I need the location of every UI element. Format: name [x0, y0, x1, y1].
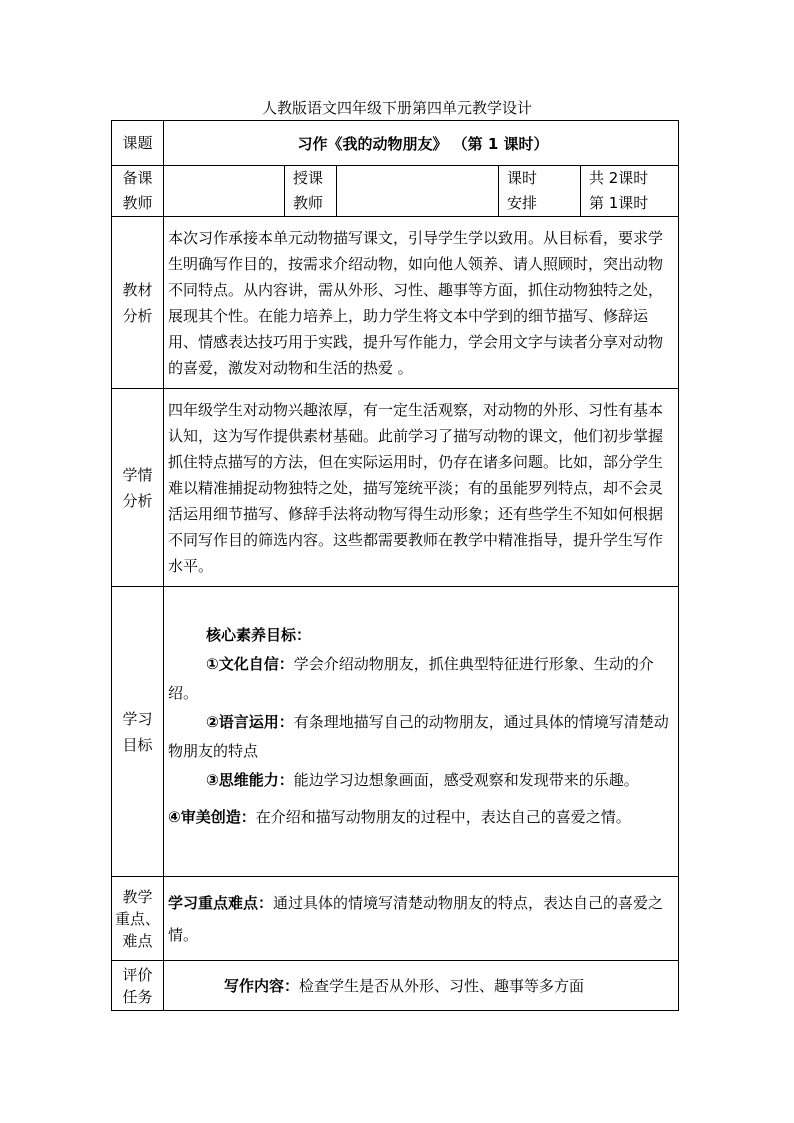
schedule-value: 共 2课时 第 1课时: [581, 166, 679, 217]
row-evaluation: [112, 961, 679, 1011]
key-points-content: 学习重点难点：通过具体的情境写清楚动物朋友的特点，表达自己的喜爱之情。: [164, 877, 679, 961]
row-key-points: [112, 877, 679, 961]
learning-goals-label: 学习 目标: [112, 587, 164, 877]
row-material-analysis: [112, 217, 679, 389]
prep-teacher-value: [164, 166, 285, 217]
goal-language: ②语言运用：有条理地描写自己的动物朋友，通过具体的情境写清楚动物朋友的特点: [168, 712, 669, 760]
goal-culture: ①文化自信：学会介绍动物朋友，抓住典型特征进行形象、生动的介绍。: [168, 654, 654, 702]
material-analysis-label: 教材 分析: [112, 217, 164, 389]
learner-analysis-text: 四年级学生对动物兴趣浓厚，有一定生活观察，对动物的外形、习性有基本认知，这为写作提供素材基础。此前学习了描写动物的课文，他们初步掌握抓住特点描写的方法，但在实际运用时，仍存在诸多问题。比如，部分学生难以精准捕捉动物独特之处，描写笼统平淡；有的虽能罗列特点，却不会灵活运用细节描写、修辞手法将动物写得生动形象；还有些学生不知如何根据不同写作目的筛选内容。这些都需要教师在教学中精准指导，提升学生写作水平。: [164, 389, 679, 587]
learning-goals-content: [164, 587, 679, 877]
evaluation-label: 评价 任务: [112, 961, 164, 1011]
row-learner-analysis: [112, 389, 679, 587]
core-goals-heading: 核心素养目标：: [206, 625, 312, 644]
document-title: 人教版语文四年级下册第四单元教学设计: [261, 99, 532, 117]
goal-aesthetic: ④审美创造：在介绍和描写动物朋友的过程中，表达自己的喜爱之情。: [168, 807, 631, 826]
evaluation-content: 写作内容：检查学生是否从外形、习性、趣事等多方面: [164, 961, 679, 1011]
row-teachers: [112, 166, 679, 217]
teaching-teacher-value: [337, 166, 499, 217]
prep-teacher-label: 备课 教师: [112, 166, 164, 217]
row-topic: [112, 121, 679, 166]
lesson-plan-table: [111, 120, 679, 1011]
teaching-teacher-label: 授课 教师: [285, 166, 337, 217]
lesson-title: 习作《我的动物朋友》 （第 1 课时）: [164, 121, 679, 166]
key-points-label: 教学 重点、 难点: [112, 877, 164, 961]
learner-analysis-label: 学情 分析: [112, 389, 164, 587]
material-analysis-text: 本次习作承接本单元动物描写课文，引导学生学以致用。从目标看，要求学生明确写作目的，按需求介绍动物，如向他人领养、请人照顾时，突出动物不同特点。从内容讲，需从外形、习性、趣事等方面，抓住动物独特之处，展现其个性。在能力培养上，助力学生将文本中学到的细节描写、修辞运用、情感表达技巧用于实践，提升写作能力，学会用文字与读者分享对动物的喜爱，激发对动物和生活的热爱 。: [164, 217, 679, 389]
row-learning-goals: [112, 587, 679, 877]
schedule-label: 课时 安排: [499, 166, 581, 217]
topic-label: 课题: [112, 121, 164, 166]
goal-thinking: ③思维能力：能边学习边想象画面，感受观察和发现带来的乐趣。: [206, 770, 639, 789]
